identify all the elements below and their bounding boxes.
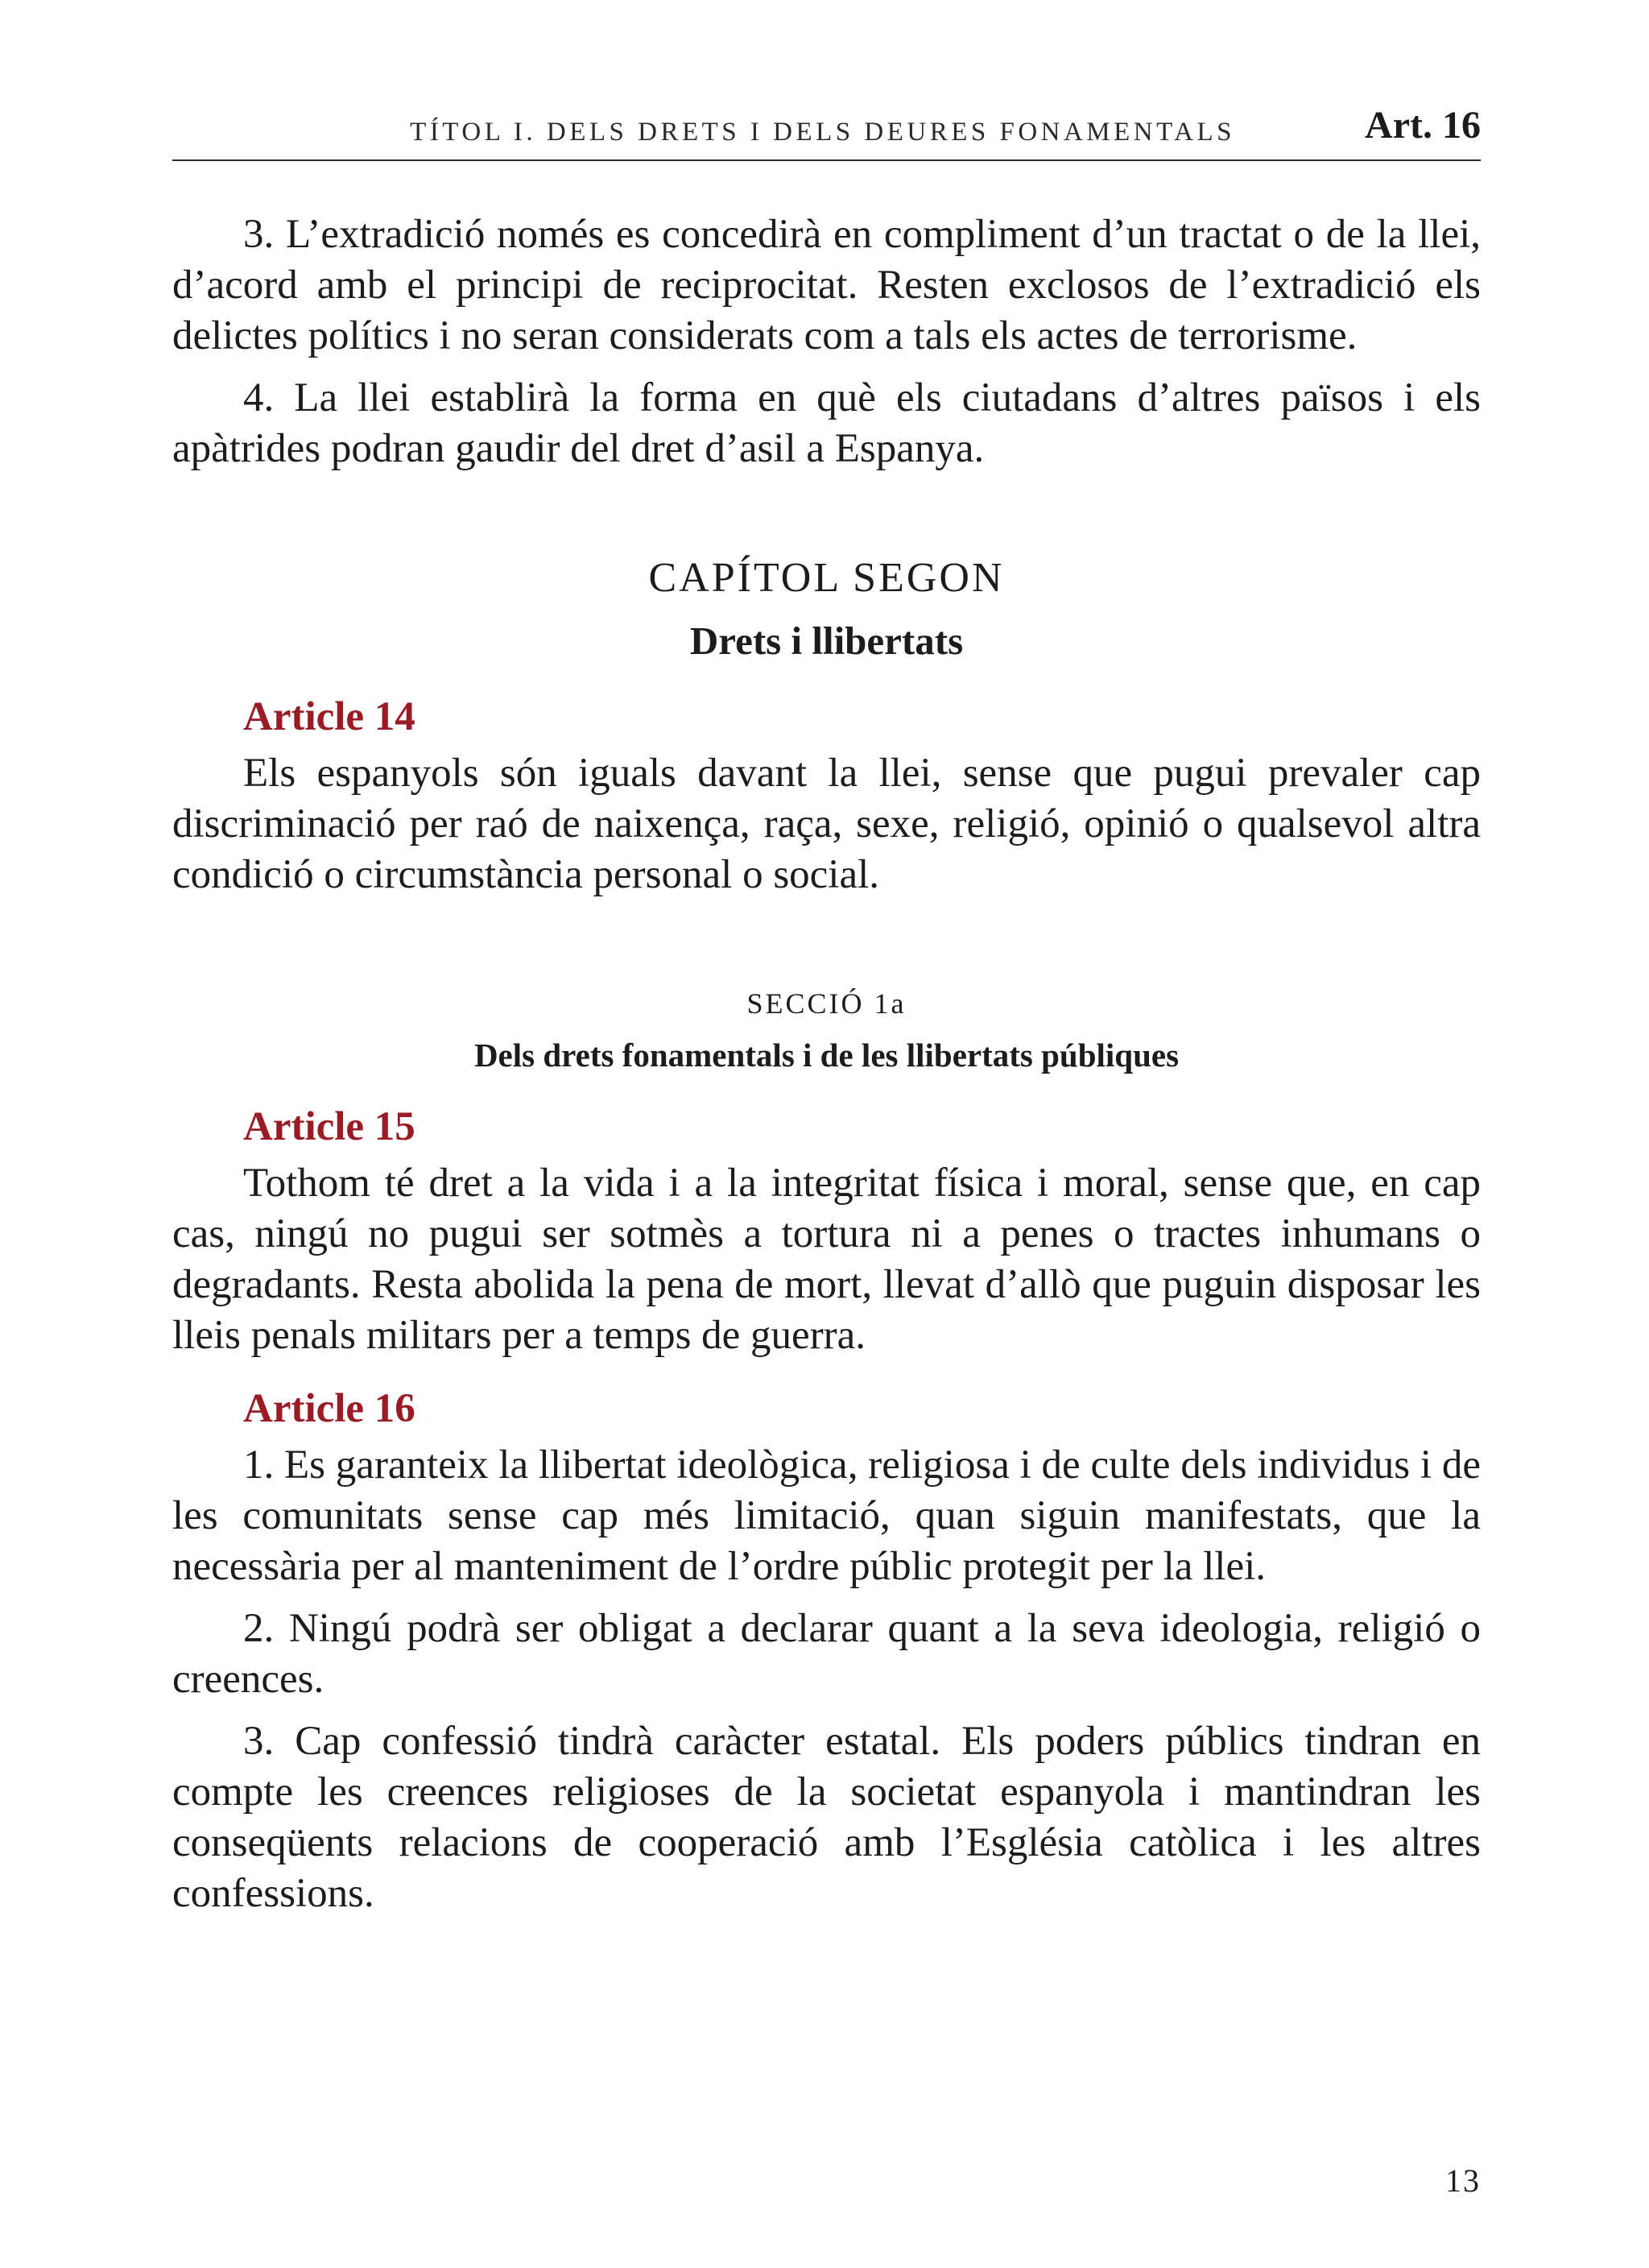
chapter-heading: [172, 550, 1481, 669]
paragraph: 3. Cap confessió tindrà caràcter estatal. Els poders públics tindran en compte les creences religioses de la societat espanyola i mantindran les conseqüents relacions de cooperació amb l’Església catòlica i les altres confessions.: [172, 1719, 1481, 1916]
article-reference: Art. 16: [1365, 104, 1481, 147]
running-title: TÍTOL I. DELS DRETS I DELS DEURES FONAMENTALS: [410, 118, 1235, 147]
section-label: SECCIÓ 1a: [746, 987, 907, 1020]
article-heading: Article 15: [243, 1104, 415, 1149]
paragraph: 4. La llei establirà la forma en què els ciutadans d’altres països i els apàtrides podran gaudir del dret d’asil a Espanya.: [172, 375, 1481, 471]
article-heading: Article 16: [243, 1386, 415, 1431]
paragraph: 2. Ningú podrà ser obligat a declarar quant a la seva ideologia, religió o creences.: [172, 1606, 1481, 1702]
page-body: [172, 209, 1481, 1931]
running-header: [172, 95, 1481, 161]
chapter-title: Drets i llibertats: [689, 619, 964, 663]
section-title: Dels drets fonamentals i de les llibertats públiques: [473, 1037, 1180, 1074]
article-heading: Article 14: [243, 694, 415, 739]
paragraph: 3. L’extradició només es concedirà en compliment d’un tractat o de la llei, d’acord amb el principi de reciprocitat. Resten exclosos de l’extradició els delictes polítics i no seran considerats com a tals els actes de terrorisme.: [172, 212, 1481, 358]
paragraph: Els espanyols són iguals davant la llei, sense que pugui prevaler cap discriminació per raó de naixença, raça, sexe, religió, opinió o qualsevol altra condició o circumstància personal o social.: [172, 751, 1481, 897]
paragraph: 1. Es garanteix la llibertat ideològica, religiosa i de culte dels individus i de les comunitats sense cap més limitació, quan siguin manifestats, que la necessària per al manteniment de l’ordre públic protegit per la llei.: [172, 1442, 1481, 1589]
paragraph: Tothom té dret a la vida i a la integritat física i moral, sense que, en cap cas, ningú no pugui ser sotmès a tortura ni a penes o tractes inhumans o degradants. Resta abolida la pena de mort, llevat d’allò que puguin disposar les lleis penals militars per a temps de guerra.: [172, 1161, 1481, 1358]
page-number: 13: [1445, 2162, 1481, 2199]
chapter-label: CAPÍTOL SEGON: [648, 555, 1005, 601]
section-heading: [172, 981, 1481, 1079]
